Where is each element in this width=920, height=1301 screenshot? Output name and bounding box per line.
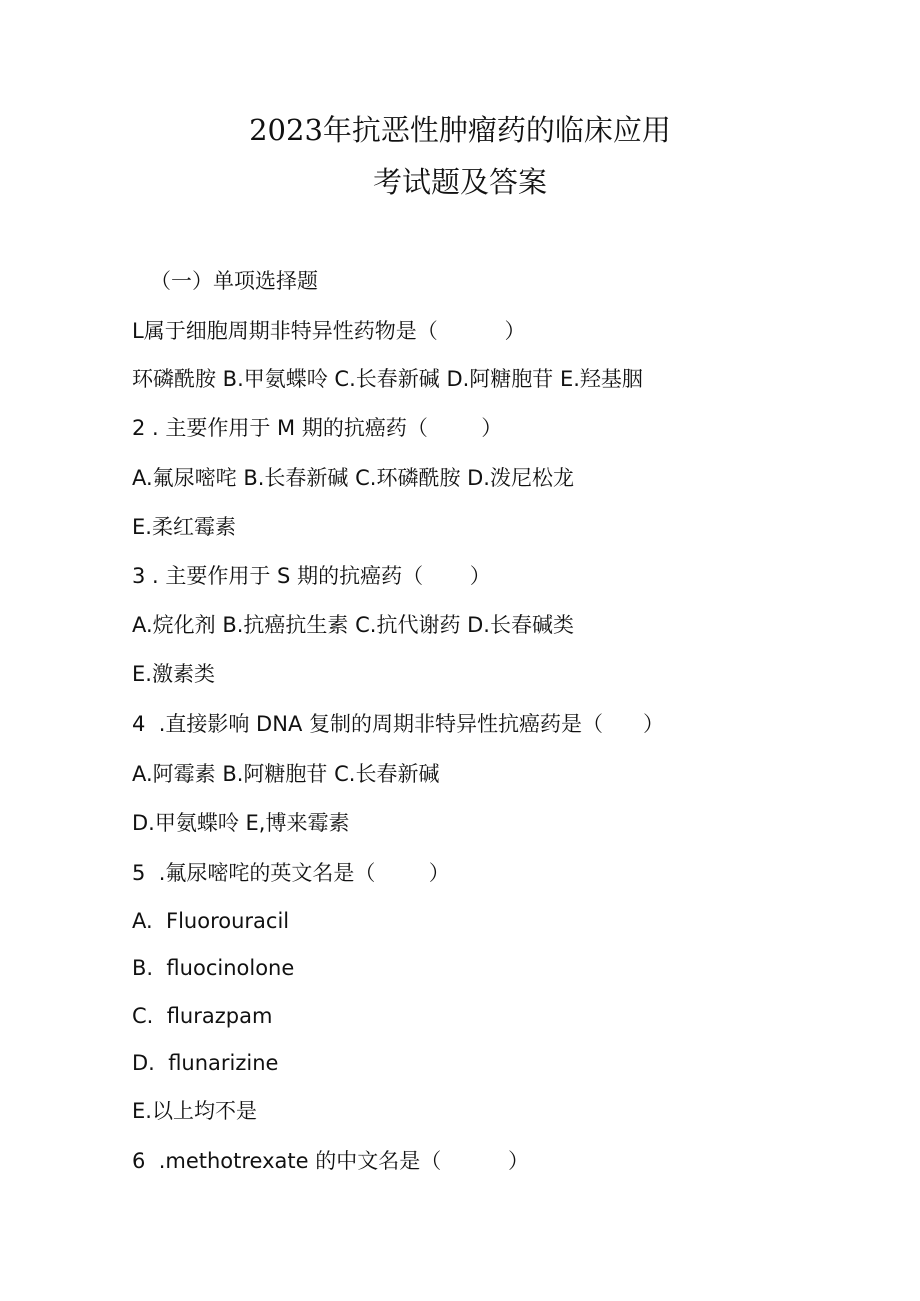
question-3-options: A.烷化剂 B.抗癌抗生素 C.抗代谢药 D.长春碱类	[132, 613, 574, 637]
question-5-option-a: A. Fluorouracil	[132, 909, 290, 933]
question-5-option-d: D. flunarizine	[132, 1051, 279, 1075]
question-5: 5 .氟尿嘧咤的英文名是（ ）	[132, 861, 450, 885]
question-1: L属于细胞周期非特异性药物是（ ）	[132, 319, 526, 343]
question-2-option-e: E.柔红霉素	[132, 515, 236, 539]
question-5-option-e: E.以上均不是	[132, 1099, 257, 1123]
question-5-option-c: C. flurazpam	[132, 1004, 273, 1028]
question-6: 6 .methotrexate 的中文名是（ ）	[132, 1149, 529, 1173]
question-4-options-de: D.甲氨蝶呤 E,博来霉素	[132, 811, 350, 835]
question-1-options: 环磷酰胺 B.甲氨蝶呤 C.长春新碱 D.阿糖胞苷 E.羟基胭	[132, 367, 643, 391]
question-2: 2 . 主要作用于 M 期的抗癌药（ ）	[132, 416, 503, 440]
question-4-options: A.阿霉素 B.阿糖胞苷 C.长春新碱	[132, 762, 440, 786]
question-4: 4 .直接影响 DNA 复制的周期非特异性抗癌药是（ ）	[132, 712, 665, 736]
document-title-line2: 考试题及答案	[372, 165, 547, 199]
section-heading: （一）单项选择题	[150, 269, 318, 293]
question-3-option-e: E.激素类	[132, 662, 215, 686]
question-5-option-b: B. fluocinolone	[132, 956, 295, 980]
question-2-options: A.氟尿嘧咤 B.长春新碱 C.环磷酰胺 D.泼尼松龙	[132, 466, 574, 490]
document-title-line1: 2023年抗恶性肿瘤药的临床应用	[249, 113, 671, 147]
question-3: 3 . 主要作用于 S 期的抗癌药（ ）	[132, 564, 491, 588]
